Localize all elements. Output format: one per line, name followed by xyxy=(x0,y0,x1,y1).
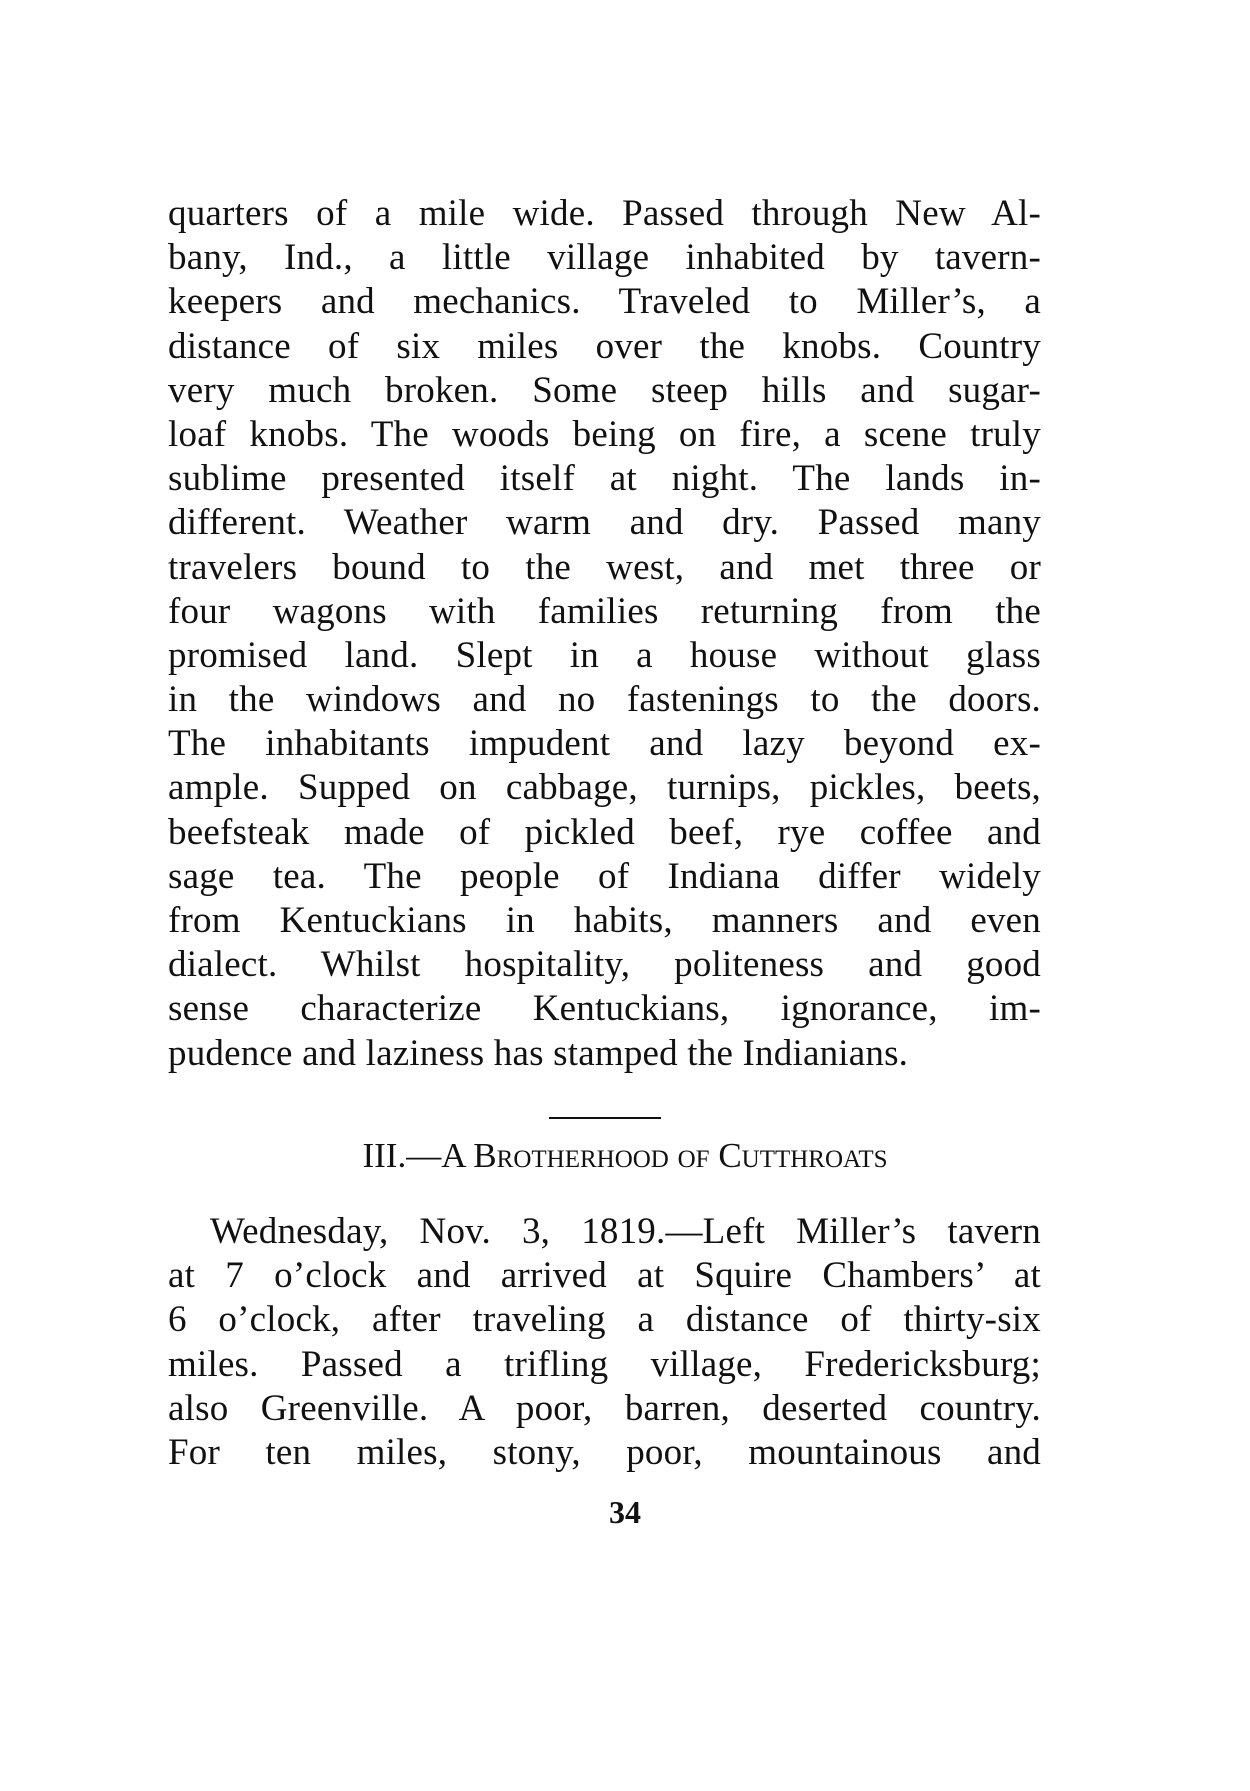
text-line: loaf knobs. The woods being on fire, a scene truly xyxy=(168,413,1041,455)
text-line: different. Weather warm and dry. Passed many xyxy=(168,502,1041,544)
text-line: Wednesday, Nov. 3, 1819.—Left Miller’s tavern xyxy=(210,1211,1041,1252)
text-line: very much broken. Some steep hills and sugar- xyxy=(168,369,1041,411)
text-line: sage tea. The people of Indiana differ widely xyxy=(168,855,1041,897)
text-line: 6 o’clock, after traveling a distance of thirty-six xyxy=(168,1299,1041,1341)
section-title: Brotherhood of Cutthroats xyxy=(473,1136,888,1175)
text-line: promised land. Slept in a house without glass xyxy=(168,634,1041,676)
text-line: The inhabitants impudent and lazy beyond ex- xyxy=(168,723,1041,765)
section-numeral: III.—A xyxy=(362,1136,474,1175)
paragraph-journal-entry xyxy=(168,1210,1041,1475)
text-line: dialect. Whilst hospitality, politeness and good xyxy=(168,944,1041,986)
text-line: pudence and laziness has stamped the Indianians. xyxy=(168,1032,909,1074)
text-line: from Kentuckians in habits, manners and even xyxy=(168,900,1041,941)
text-line: miles. Passed a trifling village, Fredericksburg; xyxy=(168,1343,1041,1385)
text-line: quarters of a mile wide. Passed through New Al- xyxy=(168,193,1041,234)
text-line: at 7 o’clock and arrived at Squire Chambers’ at xyxy=(168,1255,1041,1297)
text-line: in the windows and no fastenings to the doors. xyxy=(168,679,1041,721)
section-divider-rule xyxy=(549,1117,661,1119)
text-line: sense characterize Kentuckians, ignorance, im- xyxy=(168,988,1041,1030)
text-line: distance of six miles over the knobs. Country xyxy=(168,325,1041,367)
text-line: ample. Supped on cabbage, turnips, pickles, beets, xyxy=(168,767,1041,809)
text-line: also Greenville. A poor, barren, deserted country. xyxy=(168,1387,1041,1429)
section-heading xyxy=(0,1134,1250,1178)
text-line: travelers bound to the west, and met three or xyxy=(168,546,1041,588)
paragraph-travel-indiana xyxy=(168,192,1041,1076)
text-line: bany, Ind., a little village inhabited by tavern- xyxy=(168,237,1041,279)
text-line: four wagons with families returning from the xyxy=(168,590,1041,632)
text-line: sublime presented itself at night. The lands in- xyxy=(168,458,1041,500)
text-line: beefsteak made of pickled beef, rye coffee and xyxy=(168,811,1041,853)
page-number: 34 xyxy=(609,1494,641,1530)
text-line: For ten miles, stony, poor, mountainous and xyxy=(168,1431,1041,1473)
text-line: keepers and mechanics. Traveled to Miller’s, a xyxy=(168,281,1041,323)
